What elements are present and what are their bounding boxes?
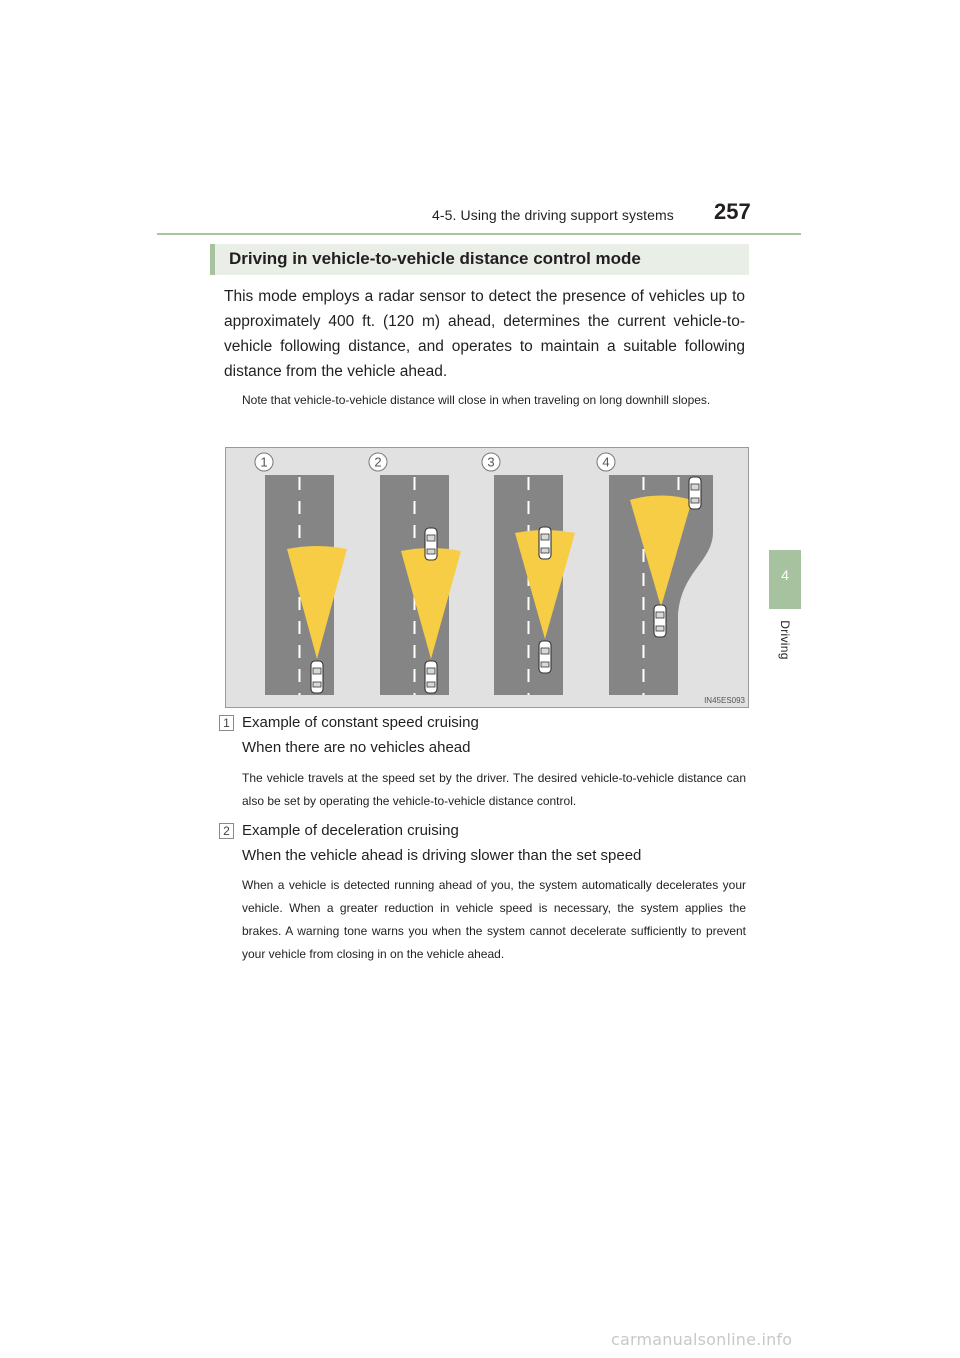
- chapter-number: 4: [781, 567, 789, 583]
- item-2-body: When a vehicle is detected running ahead of you, the system automatically decelerates your vehicle. When a greater reduction in vehicle speed is necessary, the system applies the brakes. A warning tone warns you when the system cannot decelerate sufficiently to prevent your vehicle from closing in on the vehicle ahead.: [242, 878, 746, 961]
- item-1-body: The vehicle travels at the speed set by the driver. The desired vehicle-to-vehicle distance can also be set by operating the vehicle-to-vehicle distance control.: [242, 771, 746, 808]
- own-vehicle-1: [311, 661, 323, 693]
- vehicle-ahead-2: [425, 528, 437, 560]
- figure-code: IN45ES093: [704, 696, 745, 705]
- watermark: carmanualsonline.info: [611, 1330, 793, 1349]
- own-vehicle-3: [539, 641, 551, 673]
- intro-paragraph: This mode employs a radar sensor to detect the presence of vehicles up to approximately 400 ft. (120 m) ahead, determines the current vehicle-to-vehicle following distance, and operates to maintain a suitable following distance from the vehicle ahead.: [224, 288, 745, 380]
- chapter-label: Driving: [778, 620, 792, 660]
- note-paragraph: Note that vehicle-to-vehicle distance will close in when traveling on long downhill slopes.: [242, 393, 711, 407]
- scenario-1-label: 1: [260, 454, 268, 470]
- radar-cruise-illustration: [225, 447, 749, 708]
- item-2-number: 2: [219, 823, 234, 839]
- scenario-3-panel: [482, 453, 575, 695]
- section-title: Driving in vehicle-to-vehicle distance control mode: [229, 249, 641, 268]
- scenario-2-label: 2: [374, 454, 382, 470]
- item-1-number: 1: [219, 715, 234, 731]
- header-divider: [157, 233, 801, 235]
- own-vehicle-4: [654, 605, 666, 637]
- header-section-title: 4-5. Using the driving support systems: [432, 207, 674, 223]
- page-number: 257: [714, 199, 751, 224]
- vehicle-other-lane-4: [689, 477, 701, 509]
- item-1-heading: Example of constant speed cruising: [242, 714, 479, 731]
- scenario-3-label: 3: [487, 454, 495, 470]
- item-2-subheading: When the vehicle ahead is driving slower than the set speed: [242, 847, 642, 864]
- item-2-heading: Example of deceleration cruising: [242, 822, 459, 839]
- scenario-2-panel: [369, 453, 461, 695]
- section-title-bar: [210, 244, 749, 275]
- scenario-1-panel: [255, 453, 347, 695]
- scenario-4-label: 4: [602, 454, 610, 470]
- item-1-subheading: When there are no vehicles ahead: [242, 739, 471, 756]
- vehicle-ahead-3: [539, 527, 551, 559]
- own-vehicle-2: [425, 661, 437, 693]
